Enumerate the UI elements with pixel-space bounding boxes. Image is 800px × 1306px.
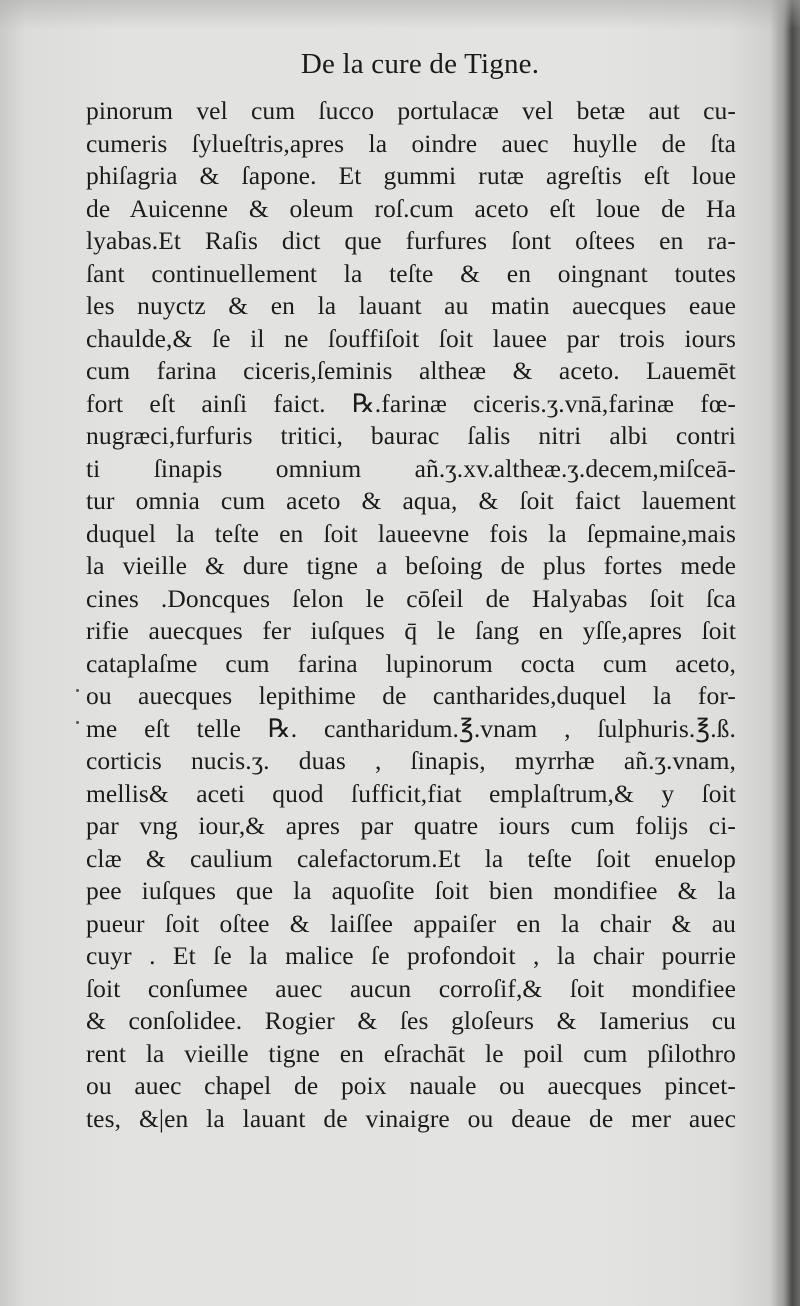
text-line: par vng iour,& apres par quatre iours cum folijs ci-: [86, 811, 736, 840]
text-line: cuyr . Et ſe la malice ſe profondoit , la chair pourrie: [86, 941, 736, 970]
text-line: clæ & caulium calefactorum.Et la teſte ſoit enuelop: [86, 843, 736, 873]
text-line: cum farina ciceris,ſeminis altheæ & aceto. Lauemēt: [86, 356, 736, 385]
page-top-shadow: [0, 0, 800, 30]
text-line: fort eſt ainſi faict. ℞.farinæ ciceris.ʒ.vnā,farinæ fœ-: [86, 388, 736, 418]
text-line: ſant continuellement la teſte & en oingnant toutes: [86, 258, 736, 288]
text-line: rifie auecques fer iuſques q̄ le ſang en yſſe,apres ſoit: [86, 616, 736, 645]
text-line: nugræci,furfuris tritici, baurac ſalis nitri albi contri: [86, 421, 736, 450]
text-line: ti ſinapis omnium añ.ʒ.xv.altheæ.ʒ.decem,miſceā-: [86, 453, 736, 483]
text-line: lyabas.Et Raſis dict que furfures ſont oſtees en ra-: [86, 226, 736, 255]
text-line: corticis nucis.ʒ. duas , ſinapis, myrrhæ añ.ʒ.vnam,: [86, 746, 736, 775]
text-line: tes, &|en la lauant de vinaigre ou deaue de mer auec: [86, 1103, 736, 1133]
margin-dot: [76, 689, 79, 692]
text-line: cumeris ſylueſtris,apres la oindre auec huylle de ſta: [86, 128, 736, 158]
text-line: cataplaſme cum farina lupinorum cocta cum aceto,: [86, 648, 736, 678]
text-line: pee iuſques que la aquoſite ſoit bien mondifiee & la: [86, 876, 736, 905]
text-line: phiſagria & ſapone. Et gummi rutæ agreſtis eſt loue: [86, 161, 736, 190]
text-line: tur omnia cum aceto & aqua, & ſoit faict lauement: [86, 486, 736, 515]
text-line: duquel la teſte en ſoit laueevne fois la ſepmaine,mais: [86, 518, 736, 548]
text-line: ou auec chapel de poix nauale ou auecques pincet-: [86, 1071, 736, 1100]
text-line: ſoit conſumee auec aucun corroſif,& ſoit mondifiee: [86, 973, 736, 1003]
text-line: me eſt telle ℞. cantharidum.℥.vnam , ſulphuris.℥.ß.: [86, 713, 736, 743]
text-line: chaulde,& ſe il ne ſouffiſoit ſoit lauee par trois iours: [86, 323, 736, 353]
text-line: de Auicenne & oleum roſ.cum aceto eſt loue de Ha: [86, 193, 736, 223]
body-text: [86, 95, 736, 1135]
text-line: mellis& aceti quod ſufficit,fiat emplaſtrum,& y ſoit: [86, 778, 736, 808]
text-line: & conſolidee. Rogier & ſes gloſeurs & Iamerius cu: [86, 1006, 736, 1035]
running-head: De la cure de Tigne.: [300, 48, 540, 80]
text-line: cines .Doncques ſelon le cōſeil de Halyabas ſoit ſca: [86, 583, 736, 613]
margin-dot: [76, 721, 79, 724]
text-line: pinorum vel cum ſucco portulacæ vel betæ aut cu-: [86, 96, 736, 125]
text-line: rent la vieille tigne en eſrachāt le poil cum pſilothro: [86, 1038, 736, 1068]
text-line: pueur ſoit oſtee & laiſſee appaiſer en la chair & au: [86, 908, 736, 938]
text-line: les nuyctz & en la lauant au matin auecques eaue: [86, 291, 736, 320]
text-line: la vieille & dure tigne a beſoing de plus fortes mede: [86, 551, 736, 580]
text-line: ou auecques lepithime de cantharides,duquel la for-: [86, 681, 736, 710]
